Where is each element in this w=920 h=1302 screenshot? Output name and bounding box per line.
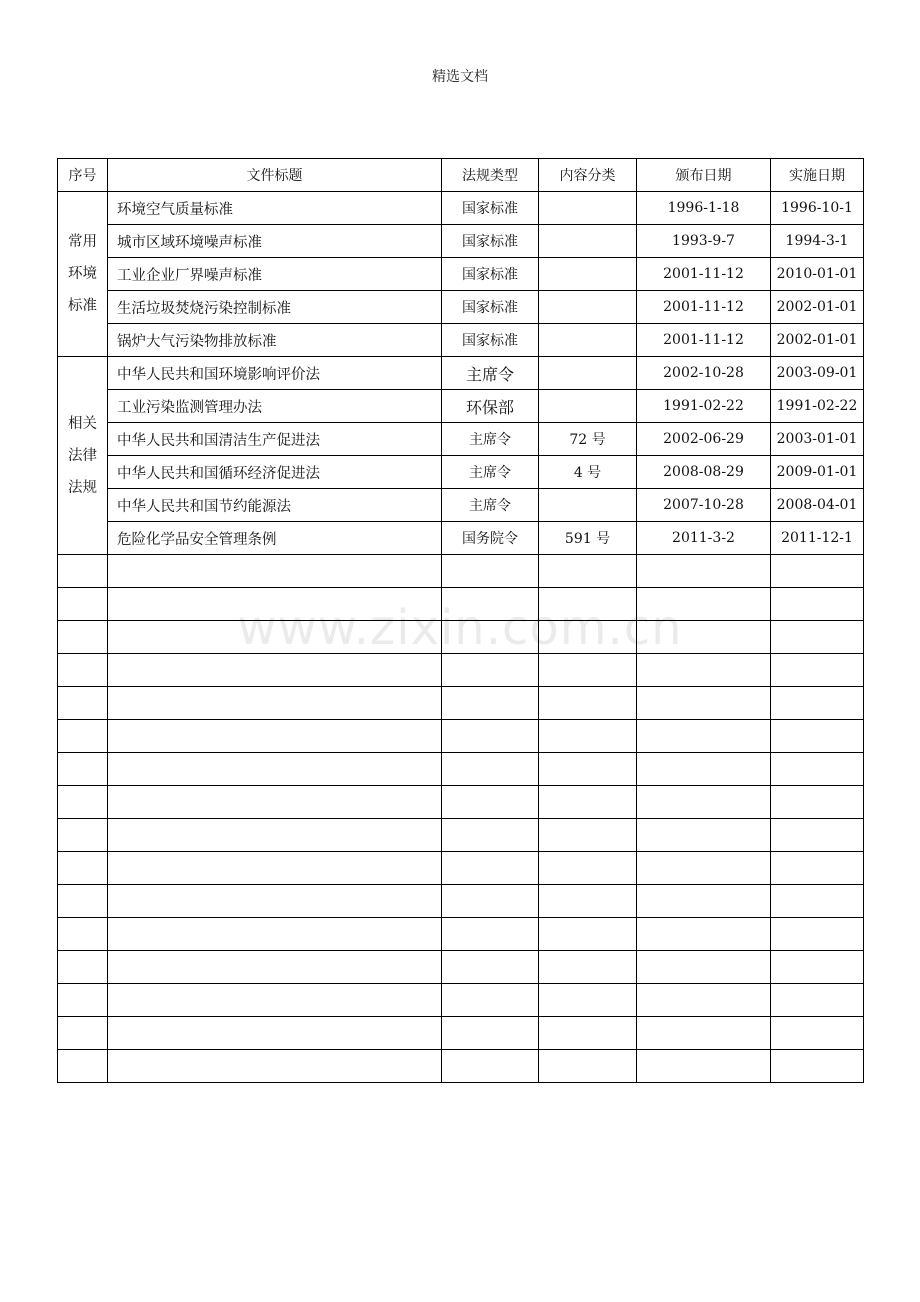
empty-cell xyxy=(58,1050,108,1083)
empty-table-row xyxy=(58,753,864,786)
cell-title: 锅炉大气污染物排放标准 xyxy=(108,324,442,357)
cell-type: 国家标准 xyxy=(442,258,539,291)
col-header-type: 法规类型 xyxy=(442,159,539,192)
empty-cell xyxy=(771,1050,864,1083)
cell-issued: 2001-11-12 xyxy=(637,291,771,324)
cell-effective: 2008-04-01 xyxy=(771,489,864,522)
empty-cell xyxy=(442,786,539,819)
group-label-line: 标准 xyxy=(68,298,97,314)
watermark: www.zixin.com.cn xyxy=(237,600,683,656)
empty-cell xyxy=(539,588,637,621)
cell-category xyxy=(539,291,637,324)
cell-issued: 1991-02-22 xyxy=(637,390,771,423)
empty-cell xyxy=(539,1017,637,1050)
cell-effective: 2010-01-01 xyxy=(771,258,864,291)
cell-effective: 1994-3-1 xyxy=(771,225,864,258)
cell-category xyxy=(539,192,637,225)
table-row xyxy=(58,192,864,225)
cell-effective: 1991-02-22 xyxy=(771,390,864,423)
empty-cell xyxy=(771,951,864,984)
empty-cell xyxy=(771,786,864,819)
group-label-line: 法律 xyxy=(68,447,97,464)
cell-title: 危险化学品安全管理条例 xyxy=(108,522,442,555)
cell-category: 591 号 xyxy=(539,522,637,555)
cell-type: 国家标准 xyxy=(442,324,539,357)
cell-title: 中华人民共和国循环经济促进法 xyxy=(108,456,442,489)
empty-cell xyxy=(539,984,637,1017)
empty-cell xyxy=(539,654,637,687)
cell-effective: 2011-12-1 xyxy=(771,522,864,555)
cell-type: 主席令 xyxy=(442,456,539,489)
empty-cell xyxy=(539,885,637,918)
cell-type: 主席令 xyxy=(442,357,539,390)
cell-issued: 2001-11-12 xyxy=(637,324,771,357)
empty-cell xyxy=(771,885,864,918)
empty-cell xyxy=(58,786,108,819)
cell-type: 主席令 xyxy=(442,423,539,456)
empty-cell xyxy=(58,720,108,753)
empty-cell xyxy=(442,654,539,687)
empty-cell xyxy=(108,621,442,654)
cell-issued: 2002-10-28 xyxy=(637,357,771,390)
regulations-table xyxy=(57,158,864,1083)
table-row xyxy=(58,225,864,258)
cell-effective: 2003-01-01 xyxy=(771,423,864,456)
empty-table-row xyxy=(58,654,864,687)
cell-category xyxy=(539,390,637,423)
header-row xyxy=(58,159,864,192)
empty-cell xyxy=(442,885,539,918)
empty-cell xyxy=(442,720,539,753)
empty-table-row xyxy=(58,1017,864,1050)
empty-cell xyxy=(637,753,771,786)
empty-cell xyxy=(771,819,864,852)
empty-table-row xyxy=(58,984,864,1017)
empty-cell xyxy=(108,918,442,951)
empty-table-row xyxy=(58,918,864,951)
cell-type: 国家标准 xyxy=(442,225,539,258)
empty-cell xyxy=(771,918,864,951)
empty-table-row xyxy=(58,588,864,621)
empty-cell xyxy=(771,687,864,720)
empty-table-row xyxy=(58,786,864,819)
empty-cell xyxy=(771,753,864,786)
table-row xyxy=(58,489,864,522)
empty-table-row xyxy=(58,951,864,984)
group-label-line: 相关 xyxy=(68,415,97,432)
empty-table-row xyxy=(58,720,864,753)
cell-title: 环境空气质量标准 xyxy=(108,192,442,225)
empty-cell xyxy=(442,1017,539,1050)
empty-table-row xyxy=(58,555,864,588)
empty-cell xyxy=(58,852,108,885)
cell-type: 国家标准 xyxy=(442,291,539,324)
empty-cell xyxy=(539,852,637,885)
cell-title: 中华人民共和国环境影响评价法 xyxy=(108,357,442,390)
empty-table-row xyxy=(58,621,864,654)
empty-cell xyxy=(637,984,771,1017)
table-row xyxy=(58,324,864,357)
table-row xyxy=(58,456,864,489)
empty-table-row xyxy=(58,852,864,885)
cell-issued: 2007-10-28 xyxy=(637,489,771,522)
empty-cell xyxy=(539,753,637,786)
empty-cell xyxy=(771,588,864,621)
cell-title: 工业污染监测管理办法 xyxy=(108,390,442,423)
cell-category xyxy=(539,225,637,258)
empty-rows-body xyxy=(58,555,864,1083)
empty-cell xyxy=(58,621,108,654)
empty-cell xyxy=(637,819,771,852)
cell-type: 国家标准 xyxy=(442,192,539,225)
empty-cell xyxy=(108,951,442,984)
empty-cell xyxy=(442,753,539,786)
empty-cell xyxy=(58,984,108,1017)
cell-effective: 2009-01-01 xyxy=(771,456,864,489)
cell-category xyxy=(539,489,637,522)
empty-cell xyxy=(771,1017,864,1050)
empty-cell xyxy=(108,984,442,1017)
cell-title: 中华人民共和国节约能源法 xyxy=(108,489,442,522)
cell-type: 环保部 xyxy=(442,390,539,423)
empty-cell xyxy=(539,1050,637,1083)
empty-cell xyxy=(637,1050,771,1083)
group-label-line: 法规 xyxy=(68,479,97,496)
empty-cell xyxy=(637,555,771,588)
empty-cell xyxy=(771,654,864,687)
empty-cell xyxy=(539,951,637,984)
table-row xyxy=(58,258,864,291)
cell-title: 中华人民共和国清洁生产促进法 xyxy=(108,423,442,456)
empty-cell xyxy=(442,687,539,720)
col-header-title: 文件标题 xyxy=(108,159,442,192)
empty-cell xyxy=(108,885,442,918)
empty-cell xyxy=(771,984,864,1017)
cell-issued: 1993-9-7 xyxy=(637,225,771,258)
cell-issued: 2002-06-29 xyxy=(637,423,771,456)
group-label-line: 常用 xyxy=(68,234,97,250)
cell-issued: 2008-08-29 xyxy=(637,456,771,489)
cell-category xyxy=(539,258,637,291)
empty-table-row xyxy=(58,819,864,852)
group-label-line: 环境 xyxy=(68,266,97,282)
empty-cell xyxy=(108,1017,442,1050)
cell-category xyxy=(539,357,637,390)
empty-cell xyxy=(108,1050,442,1083)
table-row xyxy=(58,291,864,324)
col-header-category: 内容分类 xyxy=(539,159,637,192)
empty-cell xyxy=(442,918,539,951)
empty-cell xyxy=(58,1017,108,1050)
table-row xyxy=(58,390,864,423)
empty-table-row xyxy=(58,1050,864,1083)
empty-cell xyxy=(637,720,771,753)
empty-table-row xyxy=(58,687,864,720)
empty-cell xyxy=(442,984,539,1017)
empty-cell xyxy=(58,885,108,918)
cell-category xyxy=(539,324,637,357)
col-header-index: 序号 xyxy=(58,159,108,192)
empty-cell xyxy=(637,852,771,885)
empty-cell xyxy=(637,654,771,687)
empty-cell xyxy=(58,819,108,852)
cell-effective: 2002-01-01 xyxy=(771,324,864,357)
cell-effective: 1996-10-1 xyxy=(771,192,864,225)
cell-title: 工业企业厂界噪声标准 xyxy=(108,258,442,291)
empty-cell xyxy=(637,621,771,654)
empty-cell xyxy=(58,951,108,984)
empty-cell xyxy=(539,819,637,852)
empty-cell xyxy=(108,588,442,621)
empty-cell xyxy=(58,918,108,951)
empty-cell xyxy=(771,555,864,588)
cell-category: 4 号 xyxy=(539,456,637,489)
empty-cell xyxy=(539,621,637,654)
empty-cell xyxy=(637,786,771,819)
empty-cell xyxy=(637,588,771,621)
empty-cell xyxy=(771,720,864,753)
empty-cell xyxy=(58,753,108,786)
empty-cell xyxy=(539,786,637,819)
empty-cell xyxy=(108,687,442,720)
empty-cell xyxy=(442,852,539,885)
empty-cell xyxy=(108,555,442,588)
cell-type: 主席令 xyxy=(442,489,539,522)
empty-cell xyxy=(442,819,539,852)
table-row xyxy=(58,522,864,555)
empty-cell xyxy=(442,555,539,588)
cell-title: 生活垃圾焚烧污染控制标准 xyxy=(108,291,442,324)
cell-issued: 2001-11-12 xyxy=(637,258,771,291)
table-row xyxy=(58,423,864,456)
cell-effective: 2003-09-01 xyxy=(771,357,864,390)
empty-cell xyxy=(771,621,864,654)
page-header: 精选文档 xyxy=(432,69,488,85)
cell-title: 城市区域环境噪声标准 xyxy=(108,225,442,258)
group-label-standards xyxy=(58,192,108,357)
table-row xyxy=(58,357,864,390)
empty-cell xyxy=(108,819,442,852)
cell-type: 国务院令 xyxy=(442,522,539,555)
empty-cell xyxy=(108,786,442,819)
empty-cell xyxy=(637,918,771,951)
empty-cell xyxy=(108,720,442,753)
empty-cell xyxy=(442,621,539,654)
cell-effective: 2002-01-01 xyxy=(771,291,864,324)
empty-cell xyxy=(637,885,771,918)
empty-cell xyxy=(108,654,442,687)
empty-cell xyxy=(539,720,637,753)
col-header-effective: 实施日期 xyxy=(771,159,864,192)
cell-category: 72 号 xyxy=(539,423,637,456)
empty-cell xyxy=(539,918,637,951)
empty-cell xyxy=(442,1050,539,1083)
empty-cell xyxy=(58,654,108,687)
empty-cell xyxy=(58,687,108,720)
empty-cell xyxy=(637,951,771,984)
empty-cell xyxy=(539,555,637,588)
empty-cell xyxy=(442,951,539,984)
cell-issued: 1996-1-18 xyxy=(637,192,771,225)
empty-cell xyxy=(58,555,108,588)
empty-cell xyxy=(637,1017,771,1050)
empty-cell xyxy=(637,687,771,720)
empty-cell xyxy=(108,753,442,786)
empty-cell xyxy=(108,852,442,885)
empty-cell xyxy=(539,687,637,720)
empty-cell xyxy=(58,588,108,621)
empty-table-row xyxy=(58,885,864,918)
group-label-laws xyxy=(58,357,108,555)
empty-cell xyxy=(442,588,539,621)
col-header-issued: 颁布日期 xyxy=(637,159,771,192)
cell-issued: 2011-3-2 xyxy=(637,522,771,555)
empty-cell xyxy=(771,852,864,885)
